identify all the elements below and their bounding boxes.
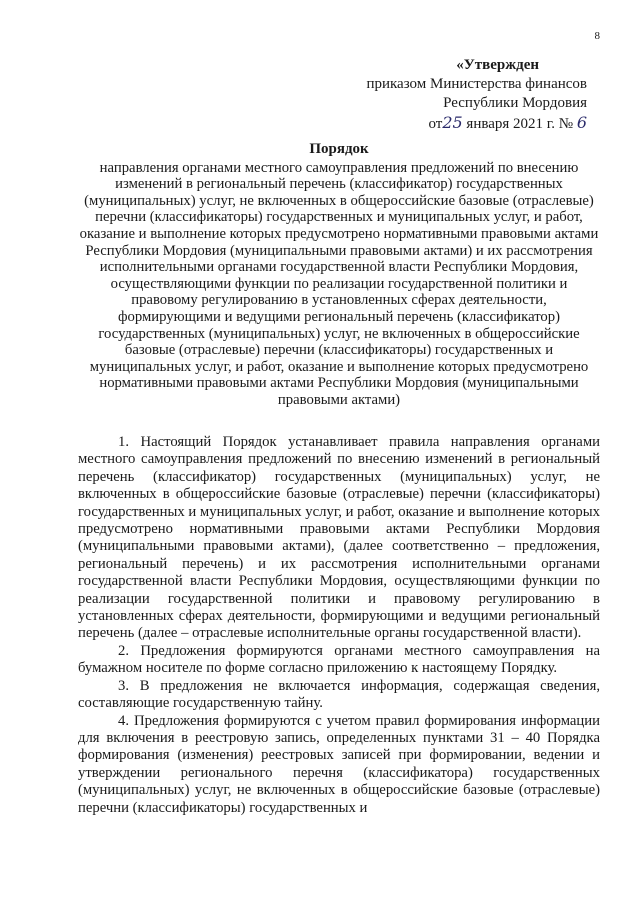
document-subtitle: направления органами местного самоуправления предложений по внесению изменений в региональный перечень (классификатор) государственных (муниципальных) услуг, не включенных в общероссийские базовые (отраслевые) перечни (классификаторы) государственных и муниципальных услуг, и работ, оказание и выполнение которых предусмотрено нормативными правовыми актами Республики Мордовия (муниципальными правовыми актами) и их рассмотрения исполнительными органами государственной власти Республики Мордовия, осуществляющими функции по реализации государственной политики и правовому регулированию в установленных сферах деятельности, формирующими и ведущими региональный перечень (классификатор) государственных (муниципальных) услуг, не включенных в общероссийские базовые (отраслевые) перечни (классификаторы) государственных и муниципальных услуг, и работ, оказание и выполнение которых предусмотрено нормативными правовыми актами Республики Мордовия (муниципальными правовыми актами) — [79, 159, 599, 408]
approval-stamp — [327, 56, 587, 134]
approval-date-middle: января 2021 г. № — [466, 116, 574, 132]
approval-date-line — [327, 113, 587, 134]
document-body — [78, 434, 600, 817]
approval-authority: приказом Министерства финансов — [366, 76, 587, 92]
paragraph: 2. Предложения формируются органами местного самоуправления на бумажном носителе по форме согласно приложению к настоящему Порядку. — [78, 642, 600, 677]
paragraph: 3. В предложения не включается информация, содержащая сведения, составляющие государственную тайну. — [78, 677, 600, 712]
paragraph: 1. Настоящий Порядок устанавливает правила направления органами местного самоуправления предложений по внесению изменений в региональный перечень (классификатор) государственных (муниципальных) услуг, не включенных в общероссийские базовые (отраслевые) перечни (классификаторы) государственных и муниципальных услуг, и работ, оказание и выполнение которых предусмотрено нормативными правовыми актами Республики Мордовия (муниципальными правовыми актами), (далее соответственно – предложения, региональный перечень) и их рассмотрения исполнительными органами государственной власти Республики Мордовия, осуществляющими функции по реализации государственной политики и правовому регулированию в установленных сферах деятельности, формирующими и ведущими региональный перечень (далее – отраслевые исполнительные органы государственной власти). — [78, 434, 600, 642]
document-heading: Порядок — [309, 141, 369, 157]
page-number: 8 — [594, 30, 600, 42]
document-title-block — [78, 141, 600, 409]
approval-title: «Утвержден — [456, 57, 539, 73]
paragraph: 4. Предложения формируются с учетом правил формирования информации для включения в реестровую запись, определенных пунктами 31 – 40 Порядка формирования (изменения) реестровых записей при формировании, ведении и утверждении регионального перечня (классификатора) государственных (муниципальных) услуг, не включенных в общероссийские базовые (отраслевые) перечни (классификаторы) государственных и — [78, 712, 600, 816]
handwritten-order-number: 6 — [576, 113, 587, 132]
approval-region: Республики Мордовия — [443, 95, 587, 111]
handwritten-day: 25 — [442, 113, 463, 132]
approval-date-prefix: от — [428, 116, 443, 132]
